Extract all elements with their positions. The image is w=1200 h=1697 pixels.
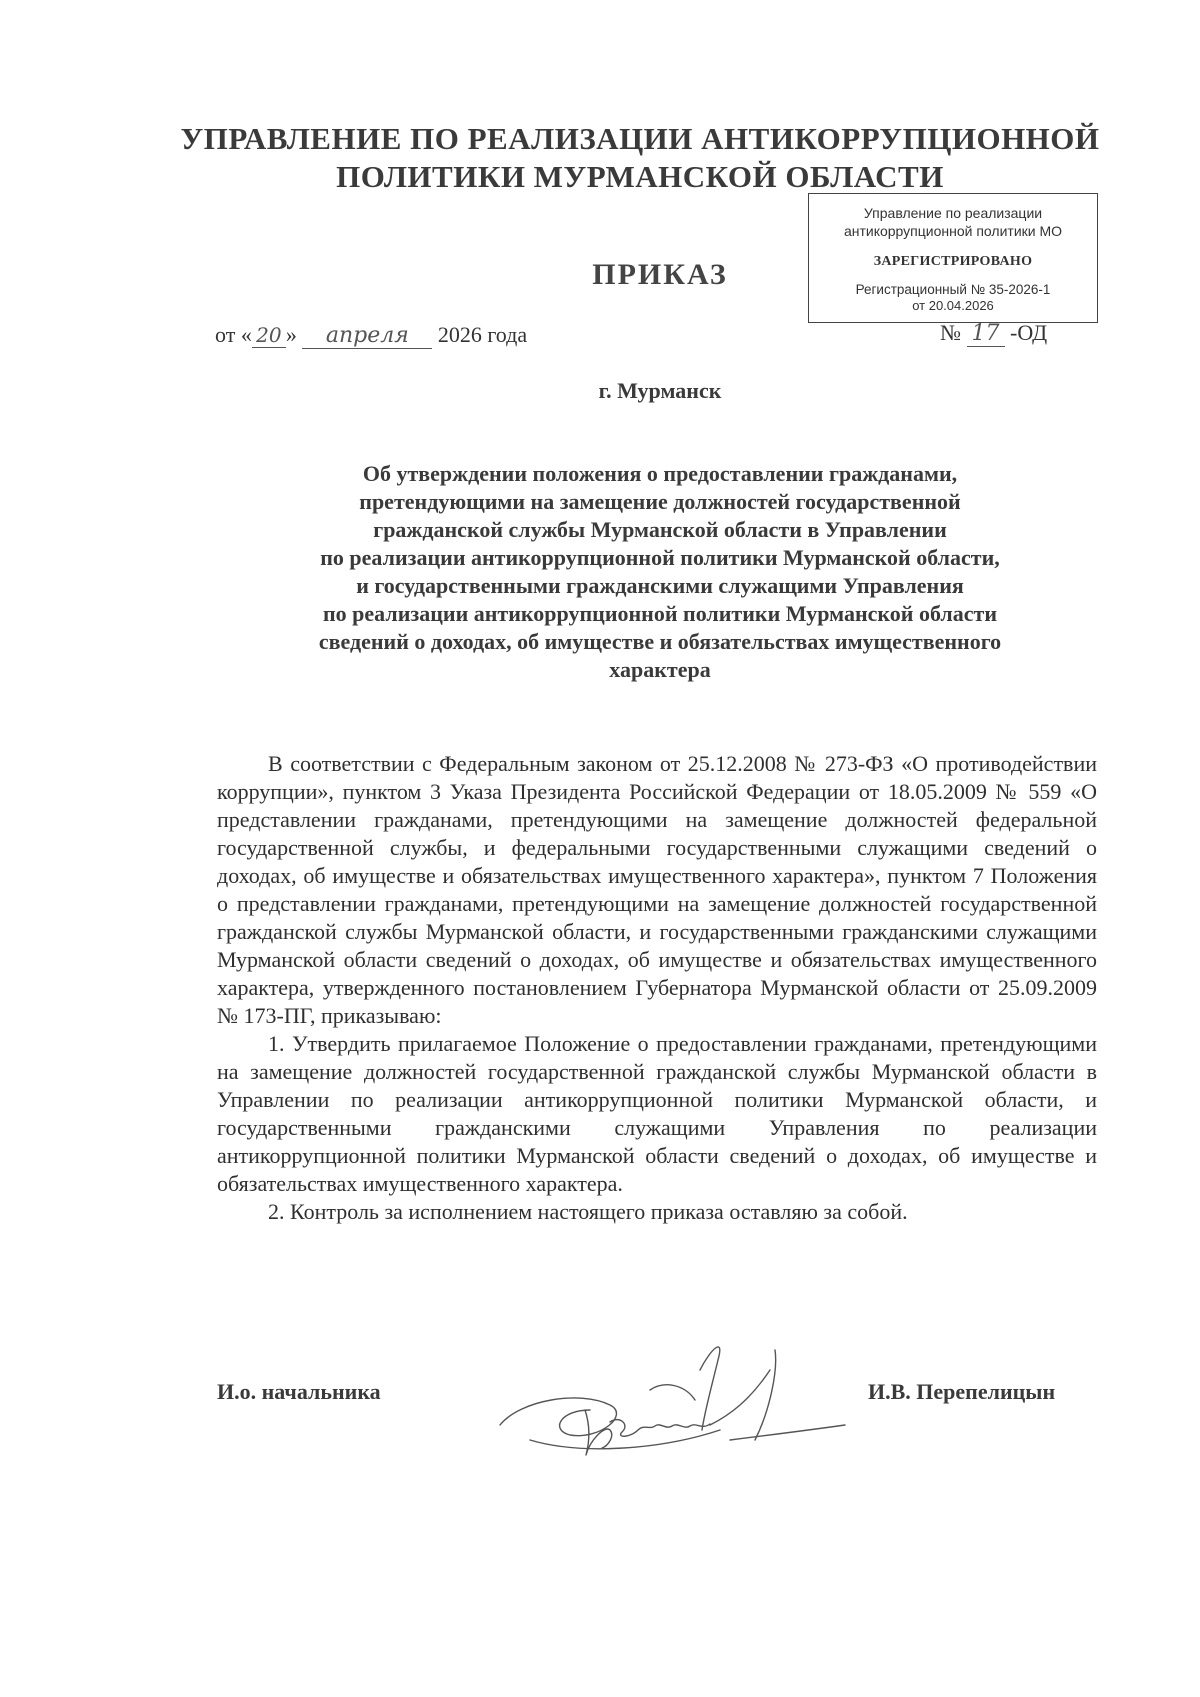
date-day-handwritten: 20 — [252, 323, 286, 348]
number-suffix: -ОД — [1004, 320, 1048, 345]
order-subject — [240, 460, 1080, 684]
date-month-handwritten: апреля — [302, 323, 432, 349]
order-date — [215, 322, 527, 349]
subject-line: по реализации антикоррупционной политики Мурманской области, — [320, 545, 1000, 570]
item-2-paragraph: 2. Контроль за исполнением настоящего приказа оставляю за собой. — [268, 1199, 908, 1224]
organization-title — [140, 120, 1140, 196]
subject-line: характера — [609, 657, 711, 682]
stamp-org-line-2: антикоррупционной политики МО — [843, 223, 1063, 239]
subject-line: сведений о доходах, об имуществе и обязательствах имущественного — [318, 629, 1002, 654]
date-mid: » — [285, 322, 303, 347]
org-title-line-2: ПОЛИТИКИ МУРМАНСКОЙ ОБЛАСТИ — [336, 159, 944, 194]
stamp-reg-number: Регистрационный № 35-2026-1 — [855, 282, 1051, 297]
subject-line: Об утверждении положения о предоставлении гражданами, — [362, 461, 958, 486]
subject-line: по реализации антикоррупционной политики Мурманской области — [322, 601, 998, 626]
preamble-paragraph: В соответствии с Федеральным законом от 25.12.2008 № 273-ФЗ «О противодействии коррупции», пунктом 3 Указа Президента Российской Федерации от 18.05.2009 № 559 «О представлении гражданами, претендующими на замещение должностей федеральной государственной службы, и федеральными государственными служащими сведений о доходах, об имуществе и обязательствах имущественного характера», пунктом 7 Положения о представлении гражданами, претендующими на замещение должностей государственной гражданской службы Мурманской области, и государственными гражданскими служащими Мурманской области сведений о доходах, об имуществе и обязательствах имущественного характера, утвержденного постановлением Губернатора Мурманской области от 25.09.2009 № 173-ПГ, приказываю: — [217, 751, 1097, 1028]
org-title-line-1: УПРАВЛЕНИЕ ПО РЕАЛИЗАЦИИ АНТИКОРРУПЦИОННОЙ — [180, 121, 1100, 156]
order-body — [217, 750, 1097, 1226]
subject-line: претендующими на замещение должностей государственной — [359, 489, 961, 514]
date-suffix: 2026 года — [432, 322, 528, 347]
number-handwritten: 17 — [967, 321, 1005, 347]
city: г. Мурманск — [598, 378, 722, 403]
stamp-status: ЗАРЕГИСТРИРОВАНО — [873, 254, 1033, 269]
order-title: ПРИКАЗ — [592, 258, 728, 291]
item-1-paragraph: 1. Утвердить прилагаемое Положение о предоставлении гражданами, претендующими на замещение должностей государственной гражданской службы Мурманской области в Управлении по реализации антикоррупционной политики Мурманской области, и государственными гражданскими служащими Управления по реализации антикоррупционной политики Мурманской области сведений о доходах, об имуществе и обязательствах имущественного характера. — [217, 1031, 1097, 1196]
subject-line: гражданской службы Мурманской области в Управлении — [373, 517, 947, 542]
stamp-org-line-1: Управление по реализации — [863, 205, 1043, 221]
handwritten-signature — [490, 1330, 860, 1480]
signatory-position: И.о. начальника — [217, 1379, 381, 1404]
stamp-reg-date: от 20.04.2026 — [912, 298, 994, 313]
signatory-name: И.В. Перепелицын — [868, 1379, 1056, 1404]
date-prefix: от « — [215, 322, 252, 347]
registration-stamp — [808, 193, 1098, 323]
order-number — [940, 320, 1047, 347]
subject-line: и государственными гражданскими служащими Управления — [356, 573, 964, 598]
number-prefix: № — [940, 320, 967, 345]
